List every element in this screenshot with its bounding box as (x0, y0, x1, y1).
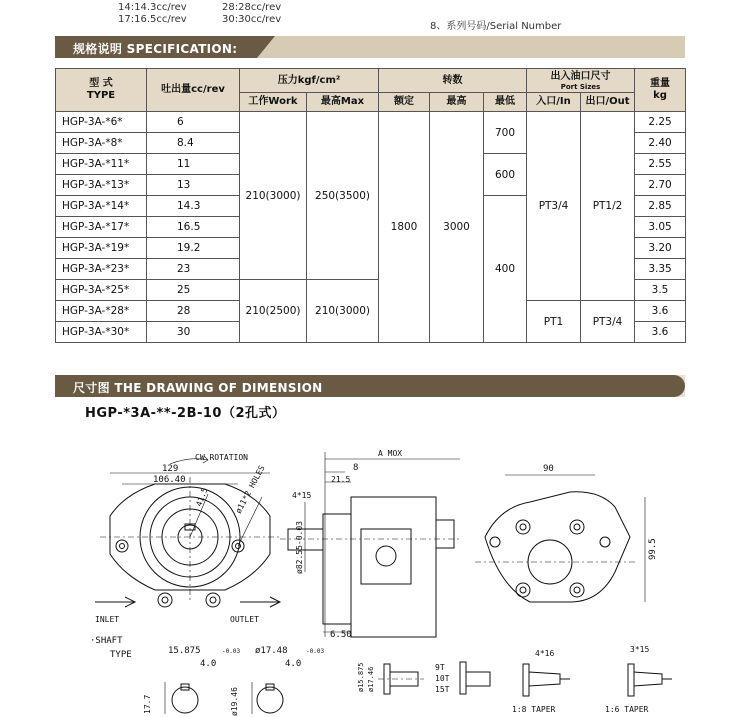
cell-lowest-speed: 600 (484, 154, 527, 196)
header-weight (635, 69, 686, 112)
cell-weight: 2.70 (635, 175, 686, 196)
cell-lowest-speed: 400 (484, 196, 527, 343)
note-serial-number: 8、系列号码/Serial Number (430, 21, 562, 32)
header-inlet: 入口/In (527, 93, 581, 112)
dim-4-0-a: 4.0 (200, 659, 217, 669)
cell-highest-speed: 3000 (430, 112, 484, 343)
dim-82-55: ø82.55-0.03 (295, 521, 304, 574)
cell-capacity: 16.5 (147, 217, 240, 238)
dimension-title: 尺寸图 THE DRAWING OF DIMENSION (73, 381, 323, 395)
cell-work-pressure: 210(3000) (240, 112, 307, 280)
dim-99-5: 99.5 (648, 538, 658, 560)
cell-weight: 2.25 (635, 112, 686, 133)
note-capacity-17: 17:16.5cc/rev (118, 14, 187, 25)
header-speed: 转数 (379, 69, 527, 93)
dim-15-875-tol: -0.03 (222, 648, 241, 655)
cell-type: HGP-3A-*23* (56, 259, 147, 280)
dim-41-5: 41.5 (194, 486, 210, 508)
cell-weight: 3.35 (635, 259, 686, 280)
cell-weight: 2.55 (635, 154, 686, 175)
header-capacity: 吐出量cc/rev (147, 69, 240, 112)
header-rated: 额定 (379, 93, 430, 112)
dim-129: 129 (162, 464, 179, 474)
dim-key-4x15: 4*15 (292, 491, 312, 500)
specification-banner (55, 36, 685, 58)
dim-key-4x16: 4*16 (535, 649, 555, 658)
cell-type: HGP-3A-*25* (56, 280, 147, 301)
dim-21-5: 21.5 (331, 475, 351, 484)
header-lowest: 最低 (484, 93, 527, 112)
cell-capacity: 11 (147, 154, 240, 175)
dim-15-875: 15.875 (168, 646, 201, 656)
dim-8: 8 (353, 463, 359, 473)
cell-capacity: 23 (147, 259, 240, 280)
table-row (56, 112, 686, 133)
header-type (56, 69, 147, 112)
dim-17-7: 17.7 (143, 694, 152, 714)
header-work: 工作Work (240, 93, 307, 112)
shaft-type-label-1: ·SHAFT (90, 636, 123, 646)
cell-outlet-port: PT3/4 (581, 301, 635, 343)
cell-max-pressure: 250(3500) (307, 112, 379, 280)
dim-15-875-v: ø15.875 (357, 662, 365, 692)
model-title: HGP-*3A-**-2B-10（2孔式） (85, 406, 286, 421)
dim-90: 90 (543, 464, 554, 474)
header-weight-cn: 重量 (650, 78, 671, 89)
cell-outlet-port: PT1/2 (581, 112, 635, 301)
cell-weight: 3.05 (635, 217, 686, 238)
dim-17-48-tol: -0.03 (306, 648, 325, 655)
spline-10t: 10T (435, 674, 450, 683)
specification-title: 规格说明 SPECIFICATION: (73, 42, 238, 56)
dim-key-3x15: 3*15 (630, 645, 650, 654)
dim-6-50: 6.50 (330, 630, 352, 640)
top-notes (0, 0, 750, 32)
note-capacity-14: 14:14.3cc/rev (118, 2, 187, 13)
cell-capacity: 8.4 (147, 133, 240, 154)
dim-17-46-v: ø17.46 (367, 666, 375, 692)
header-pressure: 压力kgf/cm² (240, 69, 379, 93)
dim-17-48: ø17.48 (255, 646, 288, 656)
cell-type: HGP-3A-*28* (56, 301, 147, 322)
cell-capacity: 6 (147, 112, 240, 133)
spline-9t: 9T (435, 663, 445, 672)
cell-type: HGP-3A-*11* (56, 154, 147, 175)
shaft-types (90, 636, 672, 716)
outlet-label: OUTLET (230, 615, 259, 624)
dim-19-46: ø19.46 (230, 687, 239, 716)
cell-lowest-speed: 700 (484, 112, 527, 154)
header-ports-en: Port Sizes (560, 82, 601, 91)
header-type-en: TYPE (86, 90, 116, 101)
spline-15t: 15T (435, 685, 450, 694)
cell-type: HGP-3A-*30* (56, 322, 147, 343)
cell-weight: 3.6 (635, 301, 686, 322)
shaft-type-label-2: TYPE (110, 650, 132, 660)
dim-106-40: 106.40 (153, 475, 186, 485)
rear-view (475, 464, 658, 602)
taper-1-6: 1:6 TAPER (605, 705, 649, 714)
cell-capacity: 14.3 (147, 196, 240, 217)
cell-capacity: 19.2 (147, 238, 240, 259)
cell-type: HGP-3A-*19* (56, 238, 147, 259)
cell-weight: 3.6 (635, 322, 686, 343)
cell-inlet-port: PT3/4 (527, 112, 581, 301)
specification-table (55, 68, 686, 343)
cell-type: HGP-3A-*13* (56, 175, 147, 196)
header-max: 最高Max (307, 93, 379, 112)
cell-capacity: 13 (147, 175, 240, 196)
cell-rated-speed: 1800 (379, 112, 430, 343)
dim-holes: ø11*2 HOLES (233, 463, 267, 515)
header-ports-cn: 出入油口尺寸 (550, 70, 611, 82)
side-view (280, 449, 460, 640)
inlet-label: INLET (95, 615, 120, 624)
cell-type: HGP-3A-*14* (56, 196, 147, 217)
cell-work-pressure: 210(2500) (240, 280, 307, 343)
cell-type: HGP-3A-*8* (56, 133, 147, 154)
cell-type: HGP-3A-*17* (56, 217, 147, 238)
cell-inlet-port: PT1 (527, 301, 581, 343)
cell-weight: 3.20 (635, 238, 686, 259)
cell-weight: 3.5 (635, 280, 686, 301)
dim-4-0-b: 4.0 (285, 659, 302, 669)
dimension-banner (55, 375, 685, 397)
cell-type: HGP-3A-*6* (56, 112, 147, 133)
note-capacity-28: 28:28cc/rev (222, 2, 282, 13)
cell-weight: 2.85 (635, 196, 686, 217)
dimension-drawing (80, 442, 680, 717)
rotation-label: CW ROTATION (195, 453, 248, 462)
front-view (95, 453, 280, 624)
header-ports (527, 69, 635, 93)
header-highest: 最高 (430, 93, 484, 112)
header-outlet: 出口/Out (581, 93, 635, 112)
dim-a-mox: A MOX (378, 449, 403, 458)
header-type-cn: 型 式 (89, 78, 113, 89)
cell-weight: 2.40 (635, 133, 686, 154)
cell-max-pressure: 210(3000) (307, 280, 379, 343)
taper-1-8: 1:8 TAPER (512, 705, 556, 714)
cell-capacity: 25 (147, 280, 240, 301)
header-weight-unit: kg (653, 90, 667, 101)
cell-capacity: 30 (147, 322, 240, 343)
note-capacity-30: 30:30cc/rev (222, 14, 282, 25)
cell-capacity: 28 (147, 301, 240, 322)
